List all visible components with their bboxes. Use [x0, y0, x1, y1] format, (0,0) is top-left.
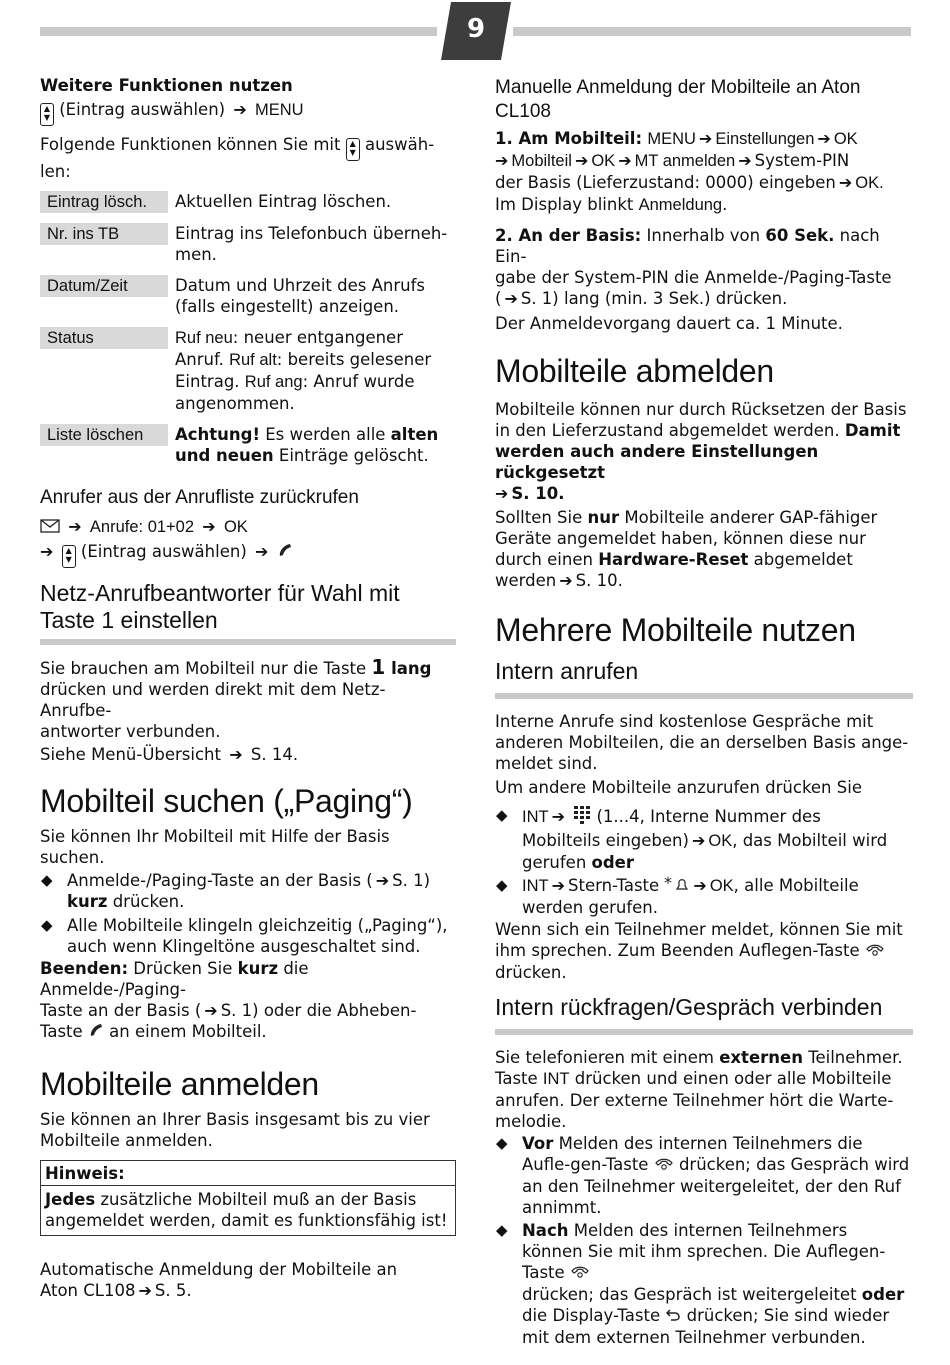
weitere-line1: ▲ ▼ (Eintrag auswählen) ➔ MENU	[40, 99, 456, 126]
keypad-icon	[573, 805, 591, 830]
list-item: ◆ INT ➔ Stern-Taste * ➔ OK, alle Mobilteile werden gerufen.	[495, 875, 913, 918]
scroll-key-icon: ▲ ▼	[62, 545, 76, 568]
rueck-p1: Sie telefonieren mit einem externen Teilnehmer. Taste INT drücken und einen oder alle Mobilteile anrufen. Der externe Teilnehmer hört die Warte-melodie.	[495, 1048, 903, 1131]
function-row	[40, 275, 456, 317]
netz-p2: Siehe Menü-Übersicht ➔ S. 14.	[40, 745, 299, 764]
diamond-bullet-icon: ◆	[496, 1134, 508, 1152]
intern-p2: Um andere Mobilteile anzurufen drücken Sie	[495, 778, 862, 797]
manuell-step1: 1. Am Mobilteil: MENU ➔ Einstellungen ➔ OK ➔ Mobilteil ➔ OK ➔ MT anmelden ➔ System-PIN der Basis (Lieferzustand: 0000) eingeben ➔ OK. Im Display blinkt Anmeldung.	[495, 129, 884, 214]
diamond-bullet-icon: ◆	[496, 1221, 508, 1239]
intern-p3: Wenn sich ein Teilnehmer meldet, können Sie mit ihm sprechen. Zum Beenden Auflegen-Taste drücken.	[495, 920, 903, 982]
function-key: Eintrag lösch.	[40, 191, 168, 213]
mehrere-heading: Mehrere Mobilteile nutzen	[495, 612, 856, 648]
header-bar-right	[513, 27, 911, 36]
hinweis-text: Jedes zusätzliche Mobilteil muß an der Basis angemeldet werden, damit es funktionsfähig ist!	[45, 1190, 448, 1230]
handset-icon	[88, 1022, 104, 1043]
arrow-icon: ➔	[838, 173, 853, 192]
anmelden-auto: Automatische Anmeldung der Mobilteile an Aton CL108 ➔ S. 5.	[40, 1260, 398, 1300]
anrufer-heading: Anrufer aus der Anrufliste zurückrufen	[40, 487, 359, 508]
hinweis-box	[40, 1160, 456, 1236]
arrow-icon: ➔	[375, 871, 390, 890]
section-rule	[40, 639, 456, 645]
right-column	[495, 74, 913, 1348]
list-item: ◆ Nach Melden des internen Teilnehmers können Sie mit ihm sprechen. Die Auflegen-Taste drücken; das Gespräch ist weitergeleitet oder die Display-Taste drücken; Sie sind wieder mit dem externen Teilnehmer verbunden.	[496, 1221, 905, 1347]
arrow-icon: ➔	[698, 129, 713, 148]
paging-list	[40, 870, 456, 957]
manuell-step2: 2. An der Basis: Innerhalb von 60 Sek. nach Ein- gabe der System-PIN die Anmelde-/Paging-Taste ( ➔ S. 1) lang (min. 3 Sek.) drücken.	[495, 226, 892, 308]
scroll-key-icon: ▲ ▼	[40, 103, 54, 126]
arrow-icon: ➔	[817, 129, 831, 148]
anmelden-heading: Mobilteile anmelden	[40, 1066, 319, 1102]
abmelden-heading: Mobilteile abmelden	[495, 353, 774, 389]
handset-icon	[277, 542, 293, 563]
arrow-icon: ➔	[255, 542, 269, 561]
arrow-icon: ➔	[495, 151, 509, 170]
hangup-key-icon	[570, 1263, 590, 1284]
function-key: Status	[40, 327, 168, 349]
arrow-icon: ➔	[40, 542, 54, 561]
paging-intro: Sie können Ihr Mobilteil mit Hilfe der Basis suchen.	[40, 827, 390, 867]
arrow-icon: ➔	[551, 807, 565, 826]
list-item: ◆ INT ➔ (1...4, Interne Nummer des Mobilteils eingeben) ➔ OK, das Mobilteil wird gerufen oder	[496, 806, 888, 872]
section-rule	[495, 1029, 913, 1035]
netz-p1: Sie brauchen am Mobilteil nur die Taste 1 lang drücken und werden direkt mit dem Netz-Anrufbe- antworter verbunden.	[40, 655, 432, 741]
star-bell-key-icon	[664, 876, 690, 897]
diamond-bullet-icon: ◆	[41, 871, 53, 889]
arrow-icon: ➔	[691, 831, 706, 850]
envelope-icon	[40, 517, 60, 538]
anrufer-line1: ➔ Anrufe: 01+02 ➔ OK	[40, 516, 456, 538]
arrow-icon: ➔	[204, 1001, 218, 1020]
arrow-icon: ➔	[738, 151, 752, 170]
function-key: Datum/Zeit	[40, 275, 168, 297]
arrow-icon: ➔	[202, 517, 216, 536]
weitere-heading: Weitere Funktionen nutzen	[40, 76, 293, 95]
arrow-icon: ➔	[495, 484, 509, 503]
diamond-bullet-icon: ◆	[496, 876, 508, 894]
arrow-icon: ➔	[233, 100, 247, 119]
rueckfragen-heading: Intern rückfragen/Gespräch verbinden	[495, 994, 883, 1020]
function-desc: Datum und Uhrzeit des Anrufs (falls eingestellt) anzeigen.	[175, 276, 425, 316]
arrow-icon: ➔	[138, 1281, 152, 1300]
rueck-list	[495, 1133, 913, 1348]
svg-text:*: *	[664, 876, 673, 892]
anrufer-line2: ➔ ▲ ▼ (Eintrag auswählen) ➔	[40, 541, 456, 568]
diamond-bullet-icon: ◆	[496, 806, 508, 824]
scroll-key-icon: ▲ ▼	[346, 138, 360, 161]
function-desc: Aktuellen Eintrag löschen.	[175, 192, 392, 211]
back-arrow-icon	[665, 1306, 681, 1327]
arrow-icon: ➔	[68, 517, 82, 536]
function-row	[40, 191, 456, 213]
page-number: 9	[466, 14, 486, 44]
function-desc: Eintrag ins Telefonbuch überneh-men.	[175, 224, 448, 264]
abmelden-p1: Mobilteile können nur durch Rücksetzen der Basis in den Lieferzustand abgemeldet werden. Damit werden auch andere Einstellungen rückgesetzt ➔ S. 10.	[495, 400, 907, 503]
arrow-icon: ➔	[559, 571, 573, 590]
abmelden-p2: Sollten Sie nur Mobilteile anderer GAP-fähiger Geräte angemeldet haben, können diese nur durch einen Hardware-Reset abgemeldet werden ➔ S. 10.	[495, 508, 878, 590]
function-table	[40, 191, 456, 466]
intern-list	[495, 805, 913, 918]
list-item: ◆ Vor Melden des internen Teilnehmers die Aufle-gen-Taste drücken; das Gespräch wird an den Teilnehmer weitergeleitet, der den Ruf annimmt.	[496, 1134, 910, 1217]
arrow-icon: ➔	[693, 876, 707, 895]
arrow-icon: ➔	[551, 876, 565, 895]
intern-p1: Interne Anrufe sind kostenlose Gespräche mit anderen Mobilteilen, die an derselben Basis ange-meldet sind.	[495, 712, 909, 773]
diamond-bullet-icon: ◆	[41, 916, 53, 934]
arrow-icon: ➔	[229, 745, 243, 764]
hinweis-title: Hinweis:	[45, 1164, 125, 1183]
weitere-line2: Folgende Funktionen können Sie mit ▲ ▼ auswäh- len:	[40, 135, 435, 181]
arrow-icon: ➔	[504, 289, 518, 308]
arrow-icon: ➔	[574, 151, 589, 170]
list-item: ◆ Anmelde-/Paging-Taste an der Basis ( ➔ S. 1) kurz drücken.	[41, 871, 431, 911]
function-key: Nr. ins TB	[40, 223, 168, 245]
netz-heading: Netz-Anrufbeantworter für Wahl mit Taste 1 einstellen	[40, 580, 400, 633]
paging-end: Beenden: Drücken Sie kurz die Anmelde-/Paging- Taste an der Basis ( ➔ S. 1) oder die Abheben- Taste an einem Mobilteil.	[40, 959, 417, 1041]
section-rule	[495, 693, 913, 699]
arrow-icon: ➔	[618, 151, 632, 170]
function-row	[40, 223, 456, 265]
intern-heading: Intern anrufen	[495, 658, 639, 684]
hangup-key-icon	[865, 941, 885, 962]
hinweis-rule	[41, 1185, 455, 1186]
left-column	[40, 74, 456, 1301]
manuell-heading: Manuelle Anmeldung der Mobilteile an Aton CL108	[495, 77, 861, 122]
function-key: Liste löschen	[40, 424, 168, 446]
paging-heading: Mobilteil suchen („Paging“)	[40, 783, 413, 819]
page-number-badge	[441, 2, 511, 60]
function-desc: Achtung! Es werden alle alten und neuen Einträge gelöscht.	[175, 425, 439, 465]
list-item: ◆ Alle Mobilteile klingeln gleichzeitig („Paging“), auch wenn Klingeltöne ausgeschaltet sind.	[41, 916, 448, 956]
manuell-duration: Der Anmeldevorgang dauert ca. 1 Minute.	[495, 314, 843, 333]
function-row	[40, 327, 456, 414]
anmelden-intro: Sie können an Ihrer Basis insgesamt bis zu vier Mobilteile anmelden.	[40, 1110, 430, 1150]
function-row	[40, 424, 456, 466]
header-bar-left	[40, 27, 437, 36]
function-desc: Ruf neu: neuer entgangener Anruf. Ruf alt: bereits gelesener Eintrag. Ruf ang: Anruf wurde angenommen.	[175, 328, 432, 413]
hangup-key-icon	[654, 1155, 674, 1176]
